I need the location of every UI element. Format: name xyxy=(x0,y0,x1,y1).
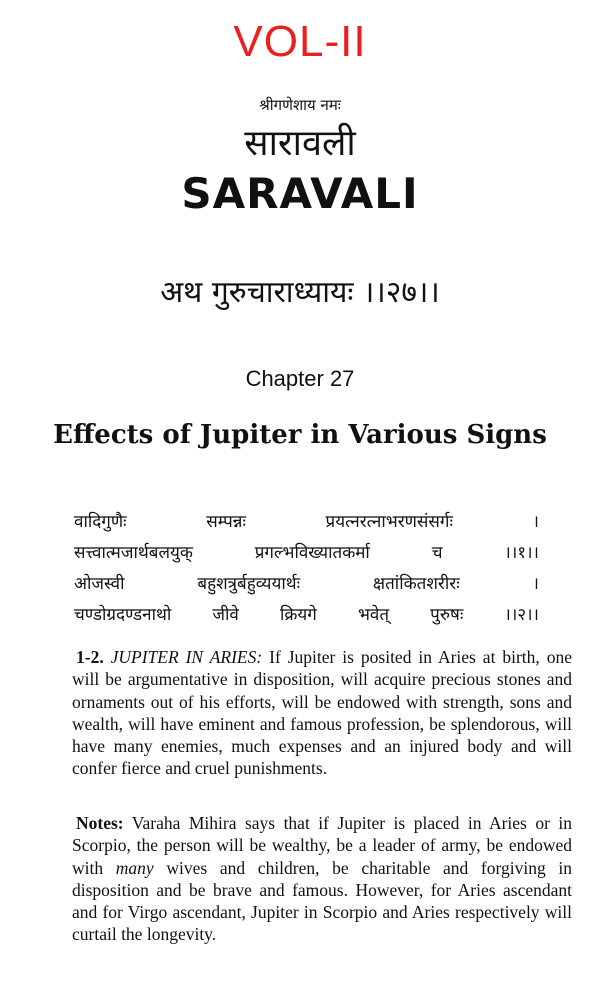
sanskrit-verse-line: ओजस्वी बहुशत्रुर्बहुव्ययार्थः क्षतांकितशरीरः । xyxy=(74,574,539,594)
chapter-title: Effects of Jupiter in Various Signs xyxy=(53,420,547,450)
volume-label: VOL-II xyxy=(233,17,367,66)
sanskrit-verse-line: सत्त्वात्मजार्थबलयुक् प्रगल्भविख्यातकर्मा च ।।१।। xyxy=(74,543,539,563)
sanskrit-verse-line: वादिगुणैः सम्पन्नः प्रयत्नरत्नाभरणसंसर्गः । xyxy=(74,512,539,532)
commentary-paragraph xyxy=(72,646,572,780)
notes-paragraph xyxy=(72,812,572,946)
book-title-english: SARAVALI xyxy=(181,169,419,218)
verse-reference: 1-2. xyxy=(76,647,104,667)
chapter-heading-devanagari: अथ गुरुचाराध्यायः ।।२७।। xyxy=(160,275,440,310)
notes-emphasis: many xyxy=(115,857,154,878)
sanskrit-verse-line: चण्डोग्रदण्डनाथो जीवे क्रियगे भवेत् पुरुषः ।।२।। xyxy=(74,605,539,625)
notes-label: Notes: xyxy=(76,813,124,833)
notes-text-after: wives and children, be charitable and forgiving in disposition and be brave and famous. However, for Aries ascendant and for Virgo ascendant, Jupiter in Scorpio and Aries respectively will curtail the longevity. xyxy=(72,857,573,945)
commentary-heading: JUPITER IN ARIES: xyxy=(110,647,263,667)
book-title-devanagari: सारावली xyxy=(244,123,356,164)
chapter-number: Chapter 27 xyxy=(245,366,355,391)
invocation: श्रीगणेशाय नमः xyxy=(259,96,341,114)
commentary-text: If Jupiter is posited in Aries at birth, one will be argumentative in disposition, will acquire precious stones and ornaments out of his efforts, will be endowed with strength, sons and wealth, will have eminent and famous profession, be splendorous, will have many enemies, much expenses and an injured body and will confer fierce and cruel punishments. xyxy=(72,647,572,779)
notes-text-before: Varaha Mihira says that if Jupiter is placed in Aries or in Scorpio, the person will be wealthy, be a leader of army, be endowed with xyxy=(72,813,573,878)
